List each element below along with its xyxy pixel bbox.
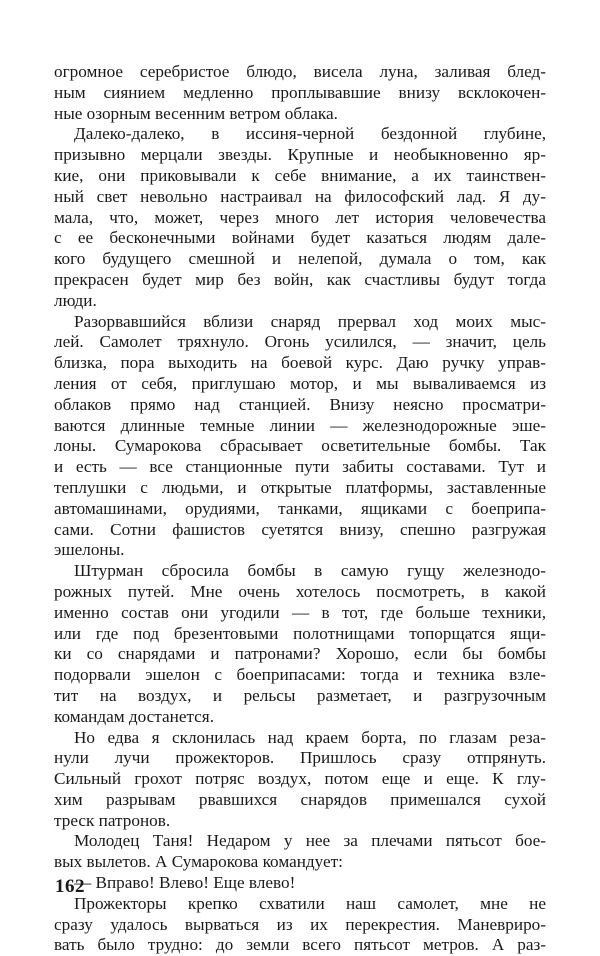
text-line: мала, что, может, через много лет история человечества bbox=[54, 207, 546, 227]
text-line: тит на воздух, и рельсы разметает, и разгрузочным bbox=[54, 685, 546, 705]
text-line: Штурман сбросила бомбы в самую гущу железнодо- bbox=[74, 561, 546, 581]
text-line: автомашинами, орудиями, танками, ящиками с боеприпа- bbox=[54, 498, 546, 518]
text-line: треск патронов. bbox=[54, 810, 171, 830]
text-line: вать было трудно: до земли всего пятьсот метров. А раз- bbox=[54, 935, 546, 955]
text-line: и есть — все станционные пути забиты составами. Тут и bbox=[54, 457, 546, 477]
text-line: лей. Самолет тряхнуло. Огонь усилился, — значит, цель bbox=[54, 332, 546, 352]
text-line: прекрасен будет мир без войн, как счастливы будут тогда bbox=[54, 269, 546, 289]
text-line: хим разрывам рвавшихся снарядов примешался сухой bbox=[54, 789, 546, 809]
text-line: ваются длинные темные линии — железнодорожные эше- bbox=[54, 415, 546, 435]
text-line: лоны. Сумарокова сбрасывает осветительные бомбы. Так bbox=[54, 436, 546, 456]
text-line: именно состав они угодили — в тот, где больше техники, bbox=[54, 602, 546, 622]
text-line: сразу удалось вырваться из их перекрестия. Маневриро- bbox=[54, 914, 546, 934]
text-line: теплушки с людьми, и открытые платформы, заставленные bbox=[54, 477, 546, 497]
text-line: близка, пора выходить на боевой курс. Даю ручку управ- bbox=[54, 353, 546, 373]
text-line: с ее бесконечными войнами будет казаться людям дале- bbox=[54, 228, 546, 248]
text-line: люди. bbox=[54, 290, 97, 310]
text-line: кие, они приковывали к себе внимание, а их таинствен- bbox=[54, 165, 546, 185]
text-line: Далеко-далеко, в иссиня-черной бездонной глубине, bbox=[74, 124, 546, 144]
text-line: облаков прямо над станцией. Внизу неясно просматри- bbox=[54, 394, 546, 414]
text-line: ки со снарядами и патронами? Хорошо, если бы бомбы bbox=[54, 644, 546, 664]
text-line: — Вправо! Влево! Еще влево! bbox=[74, 873, 296, 893]
text-line: Но едва я склонилась над краем борта, по глазам реза- bbox=[74, 727, 546, 747]
text-line: огромное серебристое блюдо, висела луна, заливая блед- bbox=[54, 62, 546, 81]
text-line: Прожекторы крепко схватили наш самолет, мне не bbox=[74, 893, 546, 913]
text-line: Сильный грохот потряс воздух, потом еще и еще. К глу- bbox=[54, 769, 546, 789]
text-line: рожных путей. Мне очень хотелось посмотреть, в какой bbox=[54, 581, 546, 601]
text-line: вых вылетов. А Сумарокова командует: bbox=[54, 852, 343, 872]
text-line: эшелоны. bbox=[54, 540, 125, 560]
text-line: сами. Сотни фашистов суетятся внизу, спешно разгружая bbox=[54, 519, 546, 539]
text-line: командам достанется. bbox=[54, 706, 214, 726]
text-line: Разорвавшийся вблизи снаряд прервал ход моих мыс- bbox=[74, 311, 546, 331]
text-line: нули лучи прожекторов. Пришлось сразу отпрянуть. bbox=[54, 748, 546, 768]
text-line: Молодец Таня! Недаром у нее за плечами пятьсот бое- bbox=[74, 831, 546, 851]
page-body bbox=[54, 62, 546, 956]
text-line: подорвали эшелон с боеприпасами: тогда и техника взле- bbox=[54, 665, 546, 685]
text-line: кого будущего смешной и нелепой, думала о том, как bbox=[54, 249, 546, 269]
text-line: ный свет невольно настраивал на философский лад. Я ду- bbox=[54, 186, 546, 206]
text-line: ным сиянием медленно проплывавшие внизу всклокочен- bbox=[54, 82, 546, 102]
text-line: ные озорным весенним ветром облака. bbox=[54, 103, 338, 123]
page-number: 162 bbox=[55, 876, 85, 897]
text-line: или где под брезентовыми полотнищами топорщатся ящи- bbox=[54, 623, 546, 643]
text-line: ления от себя, приглушаю мотор, и мы вываливаемся из bbox=[54, 373, 546, 393]
text-line: призывно мерцали звезды. Крупные и необыкновенно яр- bbox=[54, 145, 546, 165]
